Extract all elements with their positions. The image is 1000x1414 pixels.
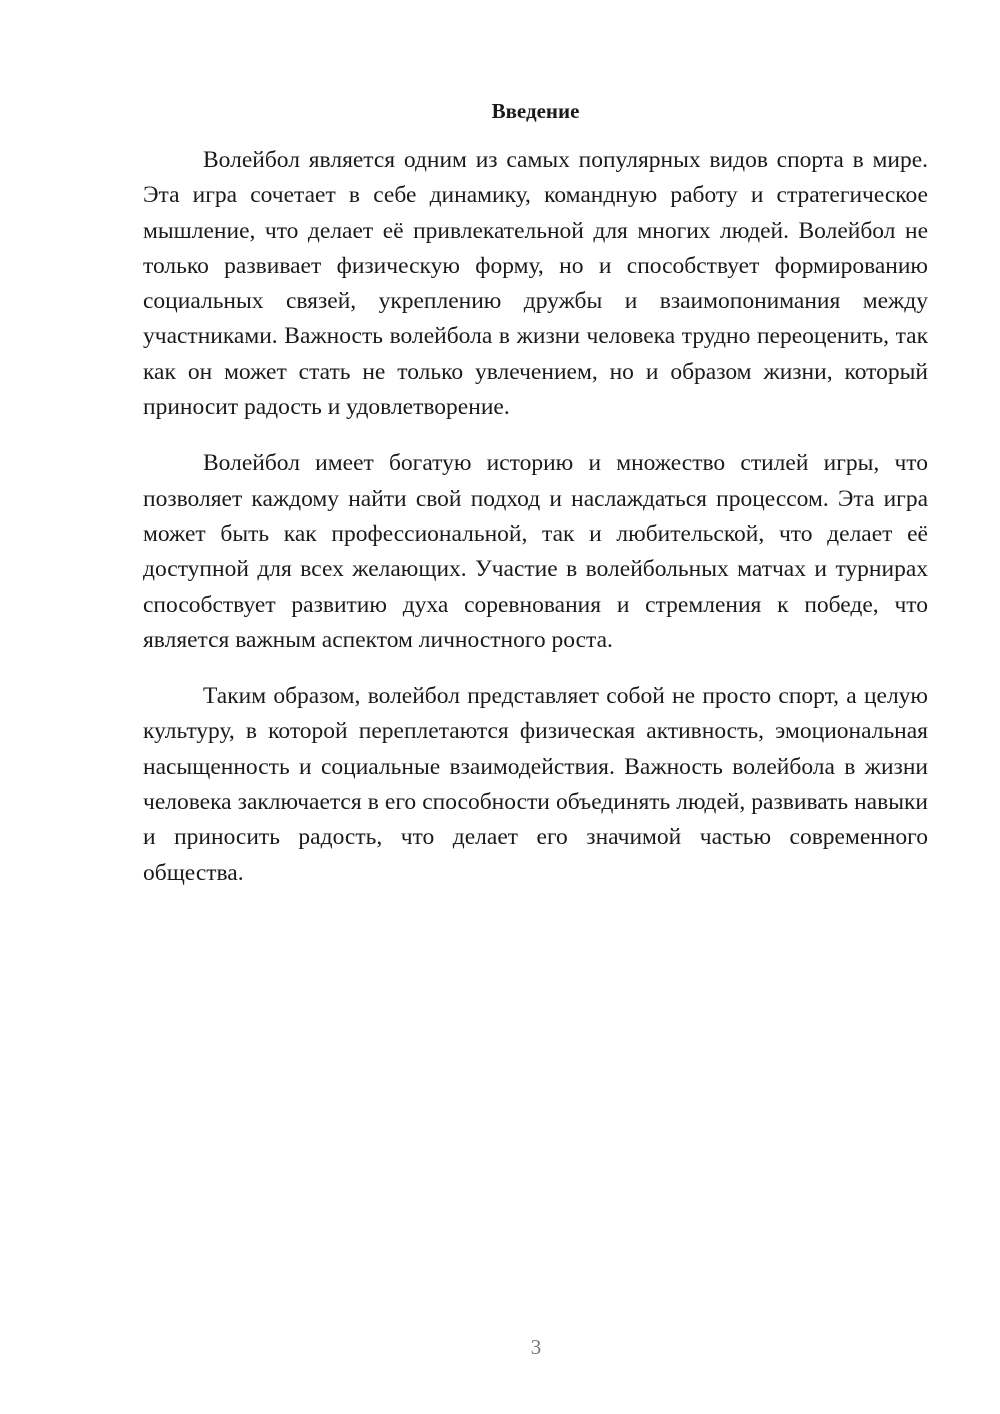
page-number: 3 bbox=[530, 1335, 542, 1359]
paragraph-2: Волейбол имеет богатую историю и множество стилей игры, что позволяет каждому найти свой подход и наслаждаться процессом. Эта игра может быть как профессиональной, так и любительской, что делает её доступной для всех желающих. Участие в волейбольных матчах и турнирах способствует развитию духа соревнования и стремления к победе, что является важным аспектом личностного роста. bbox=[143, 450, 928, 653]
section-heading: Введение bbox=[491, 99, 580, 123]
paragraph-3: Таким образом, волейбол представляет собой не просто спорт, а целую культуру, в которой переплетаются физическая активность, эмоциональная насыщенность и социальные взаимодействия. Важность волейбола в жизни человека заключается в его способности объединять людей, развивать навыки и приносить радость, что делает его значимой частью современного общества. bbox=[143, 683, 928, 886]
paragraph-1: Волейбол является одним из самых популярных видов спорта в мире. Эта игра сочетает в себе динамику, командную работу и стратегическое мышление, что делает её привлекательной для многих людей. Волейбол не только развивает физическую форму, но и способствует формированию социальных связей, укреплению дружбы и взаимопонимания между участниками. Важность волейбола в жизни человека трудно переоценить, так как он может стать не только увлечением, но и образом жизни, который приносит радость и удовлетворение. bbox=[143, 147, 928, 421]
body-text bbox=[143, 143, 928, 912]
